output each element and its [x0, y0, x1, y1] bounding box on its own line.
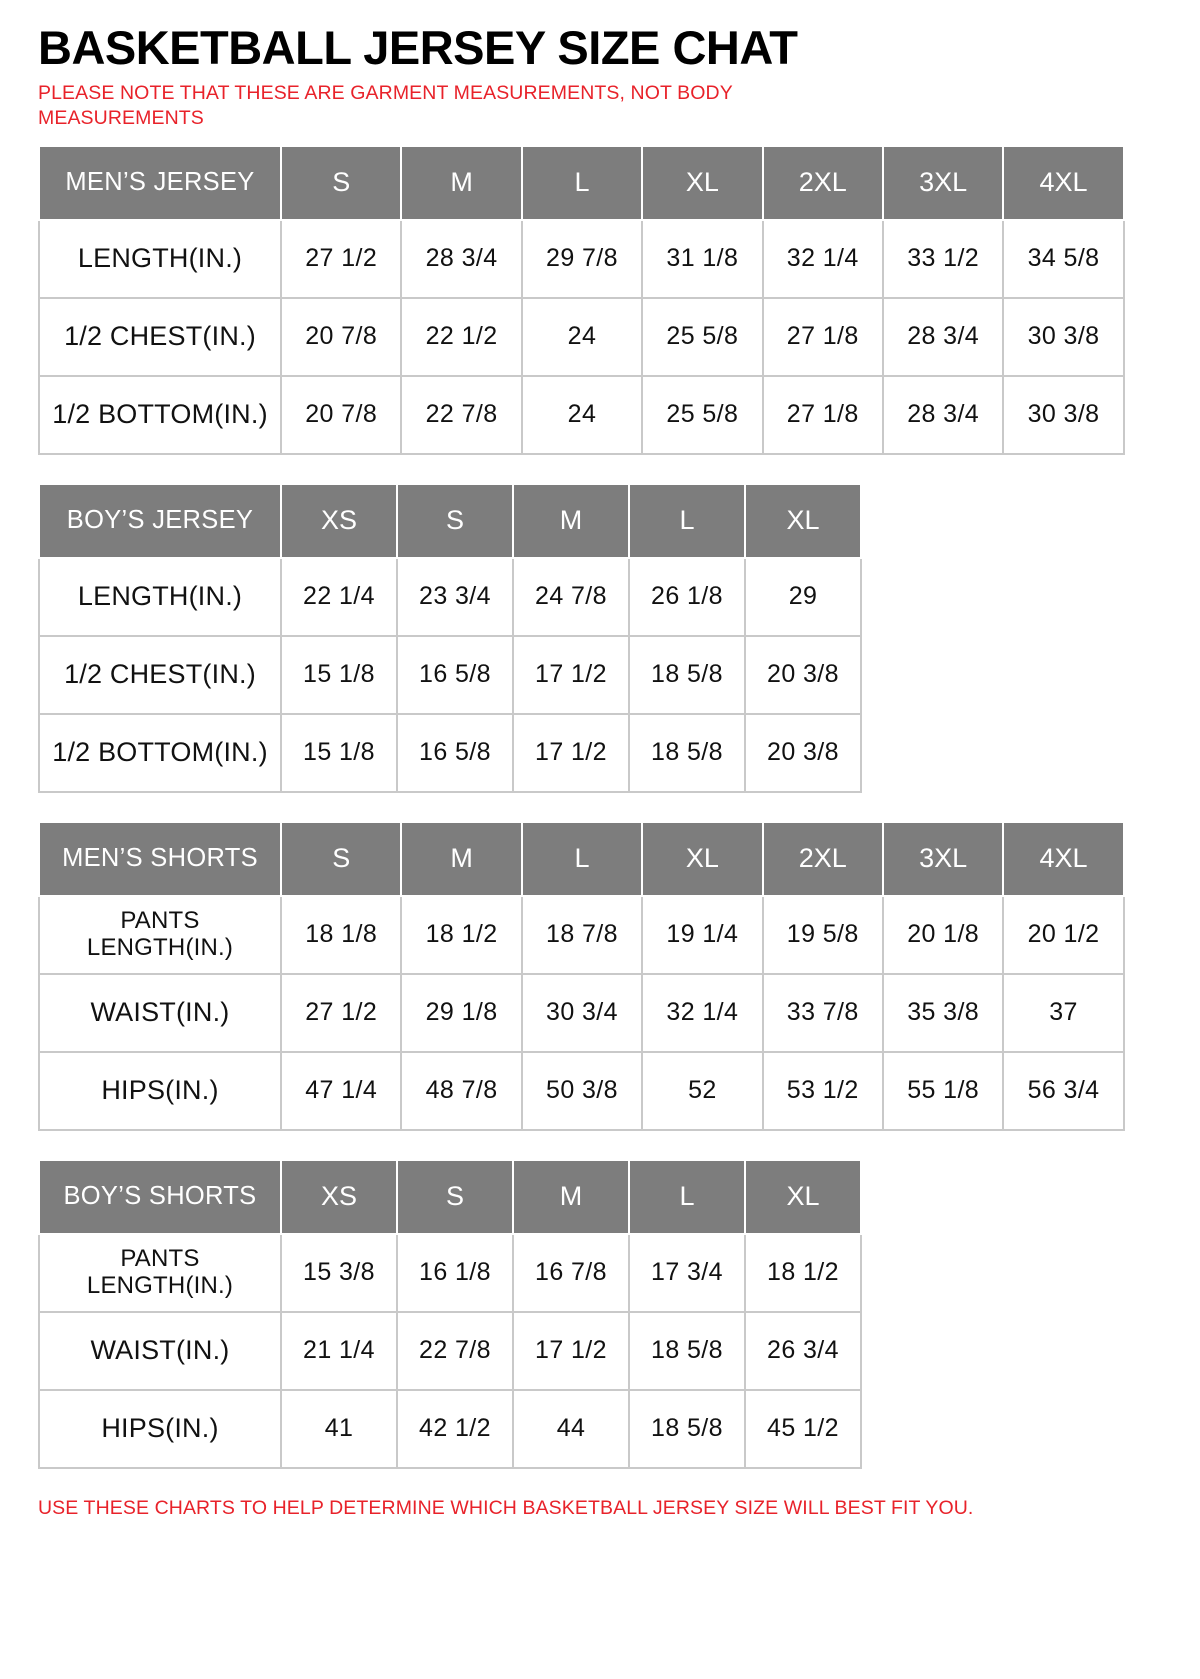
measurement-cell: 44: [513, 1390, 629, 1468]
measurement-cell: 18 1/2: [401, 896, 521, 974]
measurement-cell: 27 1/8: [763, 376, 883, 454]
column-header-size: XL: [642, 822, 762, 896]
size-table: [38, 483, 862, 793]
page-title: BASKETBALL JERSEY SIZE CHAT: [38, 21, 798, 74]
row-label: 1/2 BOTTOM(IN.): [39, 376, 281, 454]
measurement-cell: 20 3/8: [745, 714, 861, 792]
measurement-cell: 15 1/8: [281, 636, 397, 714]
row-label: 1/2 BOTTOM(IN.): [39, 714, 281, 792]
measurement-cell: 32 1/4: [763, 220, 883, 298]
measurement-cell: 16 5/8: [397, 636, 513, 714]
measurement-cell: 42 1/2: [397, 1390, 513, 1468]
measurement-cell: 24 7/8: [513, 558, 629, 636]
table-header-label: BOY’S JERSEY: [39, 484, 281, 558]
measurement-cell: 37: [1003, 974, 1123, 1052]
measurement-cell: 27 1/8: [763, 298, 883, 376]
measurement-cell: 20 1/2: [1003, 896, 1123, 974]
row-label: [39, 896, 281, 974]
measurement-cell: 24: [522, 376, 642, 454]
column-header-size: XS: [281, 1160, 397, 1234]
column-header-size: 4XL: [1003, 146, 1123, 220]
row-label: [39, 1234, 281, 1312]
measurement-cell: 55 1/8: [883, 1052, 1003, 1130]
column-header-size: 2XL: [763, 822, 883, 896]
measurement-cell: 18 5/8: [629, 714, 745, 792]
column-header-size: 4XL: [1003, 822, 1123, 896]
table-row: [39, 1052, 1124, 1130]
measurement-cell: 29 1/8: [401, 974, 521, 1052]
table-row: [39, 974, 1124, 1052]
column-header-size: XS: [281, 484, 397, 558]
measurement-cell: 28 3/4: [401, 220, 521, 298]
table-row: [39, 1390, 861, 1468]
measurement-cell: 25 5/8: [642, 376, 762, 454]
measurement-cell: 30 3/4: [522, 974, 642, 1052]
column-header-size: XL: [745, 1160, 861, 1234]
column-header-size: M: [401, 146, 521, 220]
row-label-line1: PANTS: [120, 907, 200, 935]
measurement-cell: 18 5/8: [629, 636, 745, 714]
measurement-cell: 47 1/4: [281, 1052, 401, 1130]
row-label-line2: LENGTH(IN.): [86, 933, 234, 961]
row-label: WAIST(IN.): [39, 974, 281, 1052]
measurement-cell: 30 3/8: [1003, 298, 1123, 376]
measurement-cell: 28 3/4: [883, 298, 1003, 376]
measurement-cell: 17 1/2: [513, 1312, 629, 1390]
measurement-cell: 19 1/4: [642, 896, 762, 974]
measurement-cell: 28 3/4: [883, 376, 1003, 454]
measurement-cell: 26 1/8: [629, 558, 745, 636]
measurement-cell: 52: [642, 1052, 762, 1130]
measurement-cell: 18 5/8: [629, 1390, 745, 1468]
measurement-cell: 25 5/8: [642, 298, 762, 376]
measurement-cell: 24: [522, 298, 642, 376]
measurement-cell: 15 3/8: [281, 1234, 397, 1312]
table-row: [39, 636, 861, 714]
row-label-line1: PANTS: [120, 1245, 200, 1273]
measurement-cell: 50 3/8: [522, 1052, 642, 1130]
measurement-cell: 23 3/4: [397, 558, 513, 636]
table-row: [39, 1312, 861, 1390]
measurement-cell: 22 7/8: [397, 1312, 513, 1390]
column-header-size: L: [629, 484, 745, 558]
table-row: [39, 220, 1124, 298]
size-tables-container: [38, 145, 1162, 1469]
size-table: [38, 1159, 862, 1469]
column-header-size: M: [513, 1160, 629, 1234]
measurement-cell: 27 1/2: [281, 974, 401, 1052]
measurement-cell: 20 7/8: [281, 376, 401, 454]
row-label: 1/2 CHEST(IN.): [39, 298, 281, 376]
row-label: WAIST(IN.): [39, 1312, 281, 1390]
measurement-cell: 18 5/8: [629, 1312, 745, 1390]
table-header-label: MEN’S SHORTS: [39, 822, 281, 896]
measurement-cell: 56 3/4: [1003, 1052, 1123, 1130]
table-header-row: [39, 822, 1124, 896]
measurement-cell: 26 3/4: [745, 1312, 861, 1390]
measurement-cell: 17 1/2: [513, 636, 629, 714]
measurement-cell: 20 3/8: [745, 636, 861, 714]
measurement-cell: 16 5/8: [397, 714, 513, 792]
table-row: [39, 558, 861, 636]
measurement-note: PLEASE NOTE THAT THESE ARE GARMENT MEASUREMENTS, NOT BODY MEASUREMENTS: [38, 82, 733, 129]
measurement-cell: 41: [281, 1390, 397, 1468]
measurement-cell: 20 1/8: [883, 896, 1003, 974]
column-header-size: L: [522, 822, 642, 896]
table-row: [39, 1234, 861, 1312]
table-header-label: BOY’S SHORTS: [39, 1160, 281, 1234]
size-table: [38, 821, 1125, 1131]
table-row: [39, 376, 1124, 454]
column-header-size: 3XL: [883, 146, 1003, 220]
measurement-cell: 34 5/8: [1003, 220, 1123, 298]
measurement-cell: 53 1/2: [763, 1052, 883, 1130]
row-label: LENGTH(IN.): [39, 220, 281, 298]
column-header-size: 2XL: [763, 146, 883, 220]
row-label: HIPS(IN.): [39, 1390, 281, 1468]
measurement-cell: 22 7/8: [401, 376, 521, 454]
measurement-cell: 30 3/8: [1003, 376, 1123, 454]
measurement-cell: 27 1/2: [281, 220, 401, 298]
row-label-line2: LENGTH(IN.): [86, 1271, 234, 1299]
table-row: [39, 714, 861, 792]
measurement-cell: 21 1/4: [281, 1312, 397, 1390]
column-header-size: S: [397, 484, 513, 558]
row-label: HIPS(IN.): [39, 1052, 281, 1130]
measurement-cell: 29 7/8: [522, 220, 642, 298]
table-row: [39, 298, 1124, 376]
column-header-size: S: [281, 822, 401, 896]
column-header-size: S: [281, 146, 401, 220]
measurement-cell: 32 1/4: [642, 974, 762, 1052]
column-header-size: M: [401, 822, 521, 896]
column-header-size: L: [522, 146, 642, 220]
measurement-cell: 19 5/8: [763, 896, 883, 974]
column-header-size: XL: [745, 484, 861, 558]
size-table: [38, 145, 1125, 455]
table-row: [39, 896, 1124, 974]
table-header-label: MEN’S JERSEY: [39, 146, 281, 220]
column-header-size: 3XL: [883, 822, 1003, 896]
table-header-row: [39, 484, 861, 558]
measurement-cell: 15 1/8: [281, 714, 397, 792]
measurement-cell: 22 1/4: [281, 558, 397, 636]
table-header-row: [39, 1160, 861, 1234]
measurement-cell: 31 1/8: [642, 220, 762, 298]
measurement-cell: 18 1/2: [745, 1234, 861, 1312]
column-header-size: M: [513, 484, 629, 558]
footer-note: USE THESE CHARTS TO HELP DETERMINE WHICH BASKETBALL JERSEY SIZE WILL BEST FIT YOU.: [38, 1496, 974, 1519]
measurement-cell: 17 3/4: [629, 1234, 745, 1312]
measurement-cell: 16 1/8: [397, 1234, 513, 1312]
measurement-cell: 22 1/2: [401, 298, 521, 376]
measurement-cell: 33 7/8: [763, 974, 883, 1052]
column-header-size: S: [397, 1160, 513, 1234]
measurement-cell: 18 7/8: [522, 896, 642, 974]
column-header-size: L: [629, 1160, 745, 1234]
measurement-cell: 48 7/8: [401, 1052, 521, 1130]
measurement-cell: 33 1/2: [883, 220, 1003, 298]
measurement-cell: 17 1/2: [513, 714, 629, 792]
measurement-cell: 29: [745, 558, 861, 636]
table-header-row: [39, 146, 1124, 220]
row-label: LENGTH(IN.): [39, 558, 281, 636]
row-label: 1/2 CHEST(IN.): [39, 636, 281, 714]
measurement-cell: 16 7/8: [513, 1234, 629, 1312]
measurement-cell: 18 1/8: [281, 896, 401, 974]
measurement-cell: 35 3/8: [883, 974, 1003, 1052]
measurement-cell: 20 7/8: [281, 298, 401, 376]
measurement-cell: 45 1/2: [745, 1390, 861, 1468]
column-header-size: XL: [642, 146, 762, 220]
